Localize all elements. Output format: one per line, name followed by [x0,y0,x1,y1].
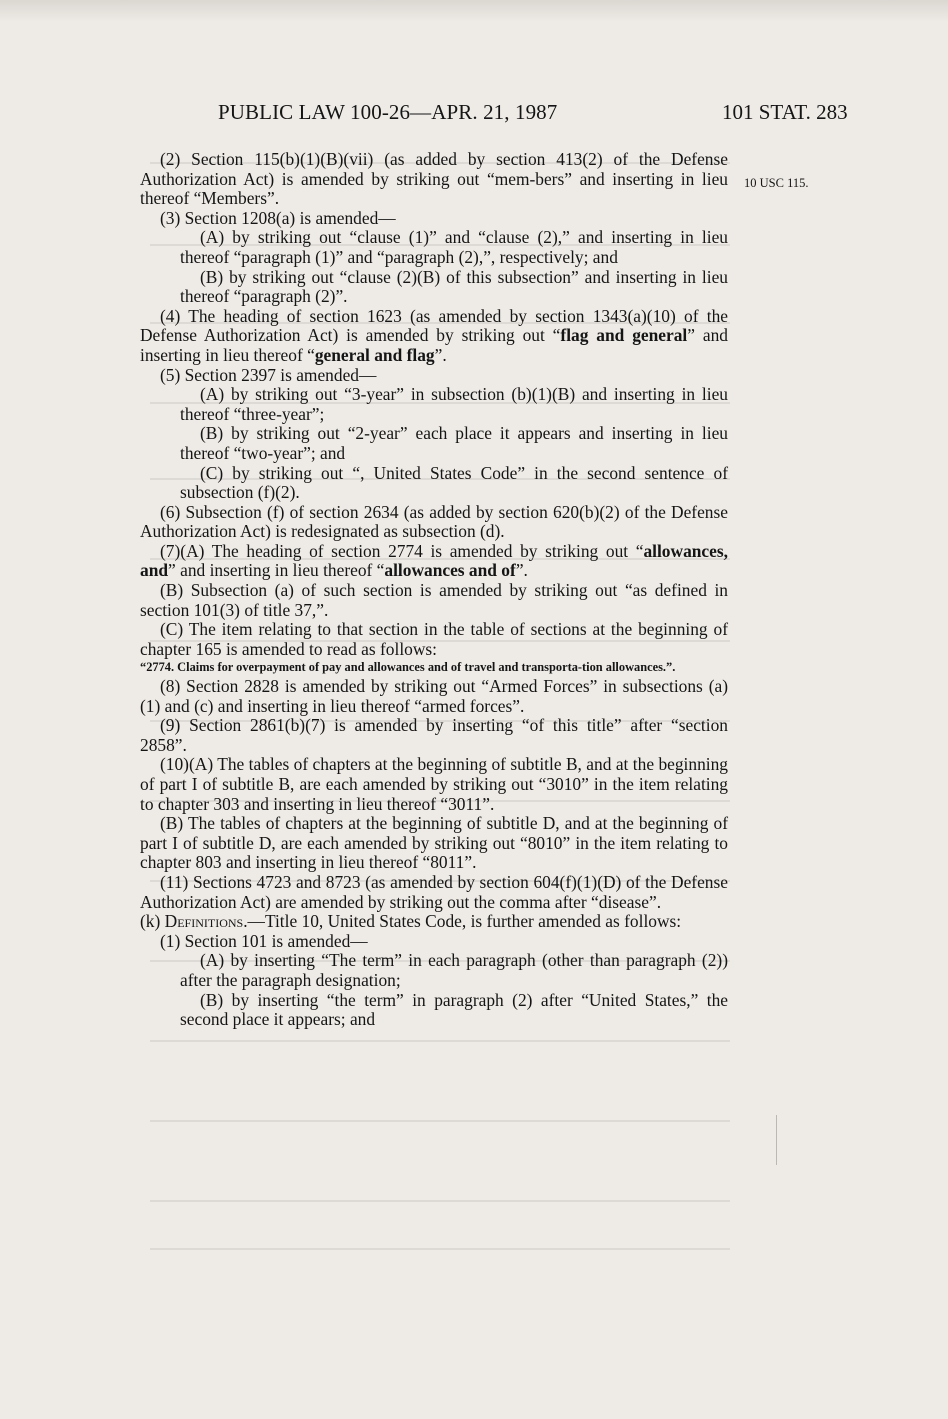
paragraph-9: (9) Section 2861(b)(7) is amended by inserting “of this title” after “section 2858”. [140,715,728,755]
paragraph-4-bold-new: general and flag [314,344,435,365]
paragraph-6: (6) Subsection (f) of section 2634 (as added by section 620(b)(2) of the Defense Authorization Act) is redesignated as subsection (d). [140,501,728,542]
paragraph-4-part: ” and inserting in lieu thereof “ [140,325,728,365]
statute-body [140,150,728,1030]
table-of-sections-item: “2774. Claims for overpayment of pay and allowances and of travel and transporta-tion allowances.”. [140,660,676,675]
paragraph-7A-part: (7)(A) The heading of section 2774 is amended by striking out “ [160,540,644,561]
subsection-k-heading: Definitions [164,911,244,932]
paragraph-4-part: ”. [434,344,447,365]
subsection-k-text: .—Title 10, United States Code, is further amended as follows: [243,911,682,932]
paragraph-5: (5) Section 2397 is amended— [160,364,377,385]
header-stat-page: 101 STAT. 283 [722,100,848,124]
paragraph-7A-part: ”. [515,560,528,581]
paragraph-3: (3) Section 1208(a) is amended— [160,207,396,228]
paragraph-7A [140,542,728,581]
paragraph-7C: (C) The item relating to that section in the table of sections at the beginning of chapter 165 is amended to read as follows: [140,619,728,659]
paragraph-5B: (B) by striking out “2-year” each place it appears and inserting in lieu thereof “two-year”; and [180,423,728,463]
paragraph-11: (11) Sections 4723 and 8723 (as amended by section 604(f)(1)(D) of the Defense Authorization Act) are amended by striking out the comma after “disease”. [140,871,728,912]
paragraph-5A: (A) by striking out “3-year” in subsection (b)(1)(B) and inserting in lieu thereof “three-year”; [180,384,728,424]
paragraph-7B: (B) Subsection (a) of such section is amended by striking out “as defined in section 101(3) of title 37,”. [140,580,728,620]
paragraph-2: (2) Section 115(b)(1)(B)(vii) (as added by section 413(2) of the Defense Authorization Act) is amended by striking out “mem-bers” and inserting in lieu thereof “Members”. [140,149,728,209]
margin-citation: 10 USC 115. [744,176,809,190]
paragraph-4-part: (4) The heading of section 1623 (as amended by section 1343(a)(10) of the Defense Authorization Act) is amended by striking out “ [140,305,728,346]
paragraph-3A: (A) by striking out “clause (1)” and “clause (2),” and inserting in lieu thereof “paragraph (1)” and “paragraph (2),”, respectively; and [180,227,728,267]
running-header [0,100,948,134]
paragraph-7A-bold-old: allowances, and [140,540,728,581]
paragraph-4-bold-old: flag and general [560,325,688,346]
header-public-law: PUBLIC LAW 100-26—APR. 21, 1987 [218,100,558,124]
paragraph-k1A: (A) by inserting “The term” in each paragraph (other than paragraph (2)) after the paragraph designation; [180,950,728,990]
paragraph-k1B: (B) by inserting “the term” in paragraph (2) after “United States,” the second place it appears; and [180,989,728,1030]
paragraph-5C: (C) by striking out “, United States Code” in the second sentence of subsection (f)(2). [180,462,728,503]
paragraph-7A-bold-new: allowances and of [384,560,516,581]
scan-edge-shadow [0,0,948,22]
paragraph-10A: (10)(A) The tables of chapters at the beginning of subtitle B, and at the beginning of part I of subtitle B, are each amended by striking out “3010” in the item relating to chapter 303 and inserting in lieu thereof “3011”. [140,754,728,814]
paragraph-8: (8) Section 2828 is amended by striking out “Armed Forces” in subsections (a)(1) and (c) and inserting in lieu thereof “armed forces”. [140,676,728,716]
subsection-k [140,912,728,932]
paragraph-4 [140,307,728,366]
paragraph-3B: (B) by striking out “clause (2)(B) of this subsection” and inserting in lieu thereof “paragraph (2)”. [180,266,728,307]
paragraph-k1: (1) Section 101 is amended— [160,930,368,951]
subsection-k-label: (k) [140,911,165,932]
paragraph-10B: (B) The tables of chapters at the beginning of subtitle D, and at the beginning of part I of subtitle D, are each amended by striking out “8010” in the item relating to chapter 803 and inserting in lieu thereof “8011”. [140,813,728,873]
paragraph-7A-part: ” and inserting in lieu thereof “ [168,560,385,581]
